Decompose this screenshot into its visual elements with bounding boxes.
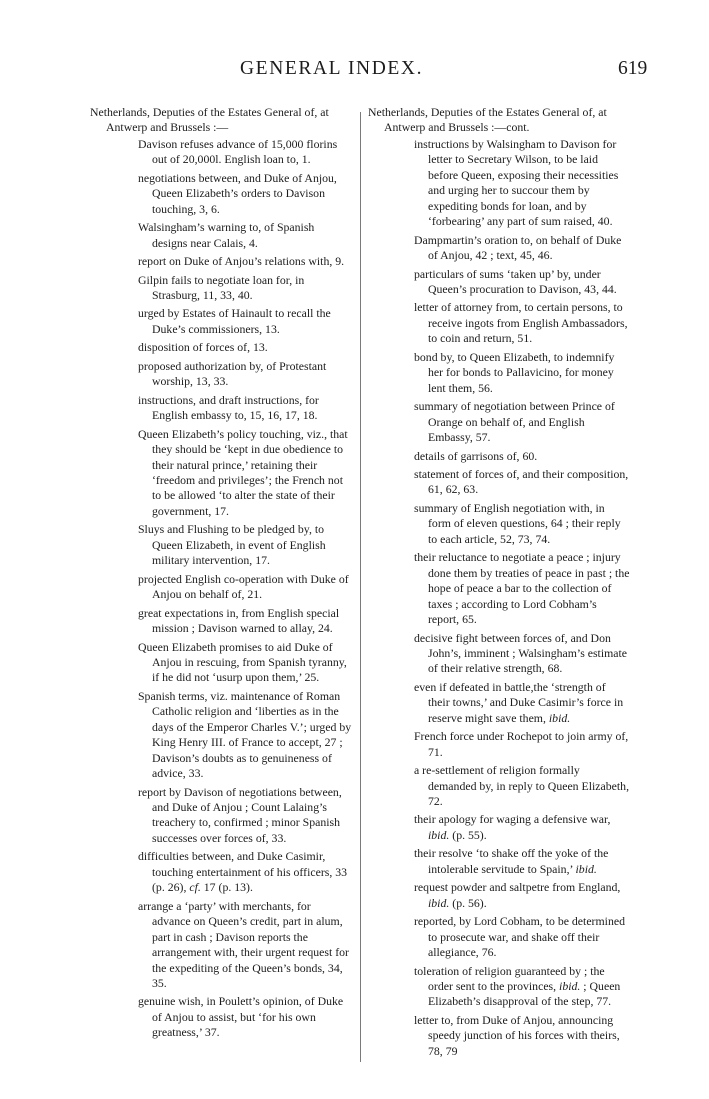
index-entry: report by Davison of negotiations between, and Duke of Anjou ; Count Lalaing’s treachery to, confirmed ; minor Spanish successes over forces of, 33.: [138, 784, 342, 845]
index-entry: Gilpin fails to negotiate loan for, in Strasburg, 11, 33, 40.: [138, 272, 305, 302]
index-entry: bond by, to Queen Elizabeth, to indemnify her for bonds to Pallavicino, for money lent them, 56.: [414, 349, 615, 395]
index-entry: urged by Estates of Hainault to recall the Duke’s commissioners, 13.: [138, 306, 331, 336]
index-entry: instructions, and draft instructions, for English embassy to, 15, 16, 17, 18.: [138, 392, 319, 423]
page-title: GENERAL INDEX.: [240, 58, 424, 79]
index-entry: report on Duke of Anjou’s relations with, 9.: [138, 254, 345, 269]
index-entry: decisive fight between forces of, and Don John’s, imminent ; Walsingham’s estimate of their relative strength, 68.: [414, 630, 628, 676]
index-entry: Davison refuses advance of 15,000 florins out of 20,000l. English loan to, 1.: [138, 136, 338, 167]
index-entry: Spanish terms, viz. maintenance of Roman Catholic religion and ‘liberties as in the days of the Emperor Charles V.’; urged by King Henry III. of France to accept, 27 ; Davison’s doubts as to genuineness of advice, 33.: [138, 688, 352, 781]
index-entry: letter of attorney from, to certain persons, to receive ingots from English Ambassadors, to coin and return, 51.: [414, 300, 628, 346]
index-entry: proposed authorization by, of Protestant worship, 13, 33.: [138, 358, 327, 389]
index-entry: negotiations between, and Duke of Anjou, Queen Elizabeth’s orders to Davison touching, 3, 6.: [138, 170, 337, 216]
index-entry: French force under Rochepot to join army of, 71.: [414, 729, 629, 759]
index-entry: toleration of religion guaranteed by ; the order sent to the provinces, ibid. ; Queen Elizabeth’s disapproval of the step, 77.: [414, 963, 621, 1009]
right-column: [368, 105, 630, 1062]
page-number: 619: [618, 58, 648, 79]
index-entry: statement of forces of, and their composition, 61, 62, 63.: [414, 466, 629, 497]
index-entry: reported, by Lord Cobham, to be determined to prosecute war, and shake off their allegiance, 76.: [414, 914, 625, 960]
index-entry: their resolve ‘to shake off the yoke of the intolerable servitude to Spain,’ ibid.: [414, 846, 609, 876]
running-head: [0, 58, 709, 92]
index-heading: Netherlands, Deputies of the Estates General of, at Antwerp and Brussels :—: [90, 105, 329, 135]
index-entry: particulars of sums ‘taken up’ by, under Queen’s procuration to Davison, 43, 44.: [414, 266, 617, 296]
column-divider: [360, 112, 361, 1062]
index-entry: their reluctance to negotiate a peace ; injury done them by treaties of peace in past ; the hope of peace a bar to the collection of taxes ; according to Lord Cobham’s report, 65.: [414, 550, 630, 627]
index-entry: Walsingham’s warning to, of Spanish designs near Calais, 4.: [138, 220, 315, 250]
index-entry: Dampmartin’s oration to, on behalf of Duke of Anjou, 42 ; text, 45, 46.: [414, 232, 622, 263]
index-entry: summary of English negotiation with, in form of eleven questions, 64 ; their reply to each article, 52, 73, 74.: [414, 500, 621, 546]
index-entry: Queen Elizabeth’s policy touching, viz., that they should be ‘kept in due obedience to their natural prince,’ retaining their ‘freedom and privileges’; the French not to be allowed ‘to alter the state of their government, 17.: [138, 426, 348, 518]
index-entry: arrange a ‘party’ with merchants, for advance on Queen’s credit, part in alum, part in cash ; Davison reports the arrangement with, their urgent request for the expediting of the Queen’s bonds, 34, 35.: [138, 898, 349, 991]
index-entry: disposition of forces of, 13.: [138, 340, 268, 355]
index-entry: details of garrisons of, 60.: [414, 448, 538, 463]
index-heading-continued: Netherlands, Deputies of the Estates General of, at Antwerp and Brussels :—cont.: [368, 105, 607, 135]
index-entry: letter to, from Duke of Anjou, announcing speedy junction of his forces with theirs, 78, 79: [414, 1012, 620, 1058]
index-entry: great expectations in, from English special mission ; Davison warned to allay, 24.: [138, 605, 340, 636]
left-column: [90, 105, 352, 1044]
index-entry: genuine wish, in Poulett’s opinion, of Duke of Anjou to assist, but ‘for his own greatness,’ 37.: [138, 994, 344, 1040]
index-entry: request powder and saltpetre from England, ibid. (p. 56).: [414, 880, 621, 910]
index-entry: summary of negotiation between Prince of Orange on behalf of, and English Embassy, 57.: [414, 399, 615, 445]
index-entry: difficulties between, and Duke Casimir, touching entertainment of his officers, 33 (p. 26), cf. 17 (p. 13).: [138, 849, 348, 895]
index-entry: their apology for waging a defensive war, ibid. (p. 55).: [414, 812, 611, 842]
index-entry: projected English co-operation with Duke of Anjou on behalf of, 21.: [138, 571, 349, 602]
index-entry: a re-settlement of religion formally demanded by, in reply to Queen Elizabeth, 72.: [414, 763, 630, 809]
index-entry: Sluys and Flushing to be pledged by, to Queen Elizabeth, in event of English military intervention, 17.: [138, 522, 326, 568]
index-entry: Queen Elizabeth promises to aid Duke of Anjou in rescuing, from Spanish tyranny, if he did not ‘usurp upon them,’ 25.: [138, 639, 347, 685]
index-entry: even if defeated in battle,the ‘strength of their towns,’ and Duke Casimir’s force in reserve might save them, ibid.: [414, 679, 624, 725]
index-entry: instructions by Walsingham to Davison for letter to Secretary Wilson, to be laid before Queen, exposing their necessities and urging her to succour them by expediting bonds for loan, and by ‘forbearing’ any part of sum raised, 40.: [414, 136, 619, 229]
